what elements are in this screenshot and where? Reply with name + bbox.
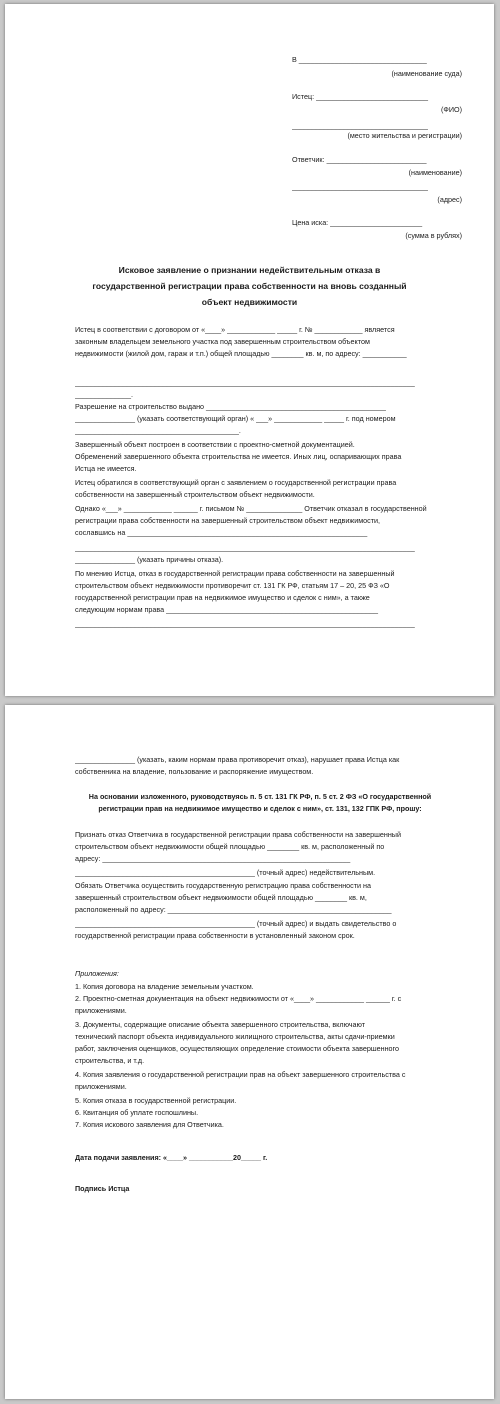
body-line: _________________________________________. [75, 426, 241, 435]
body-line: регистрации права собственности на завершенный строительством объект недвижимости, [75, 516, 381, 525]
body-line: Разрешение на строительство выдано _____________________________________________ [75, 402, 386, 411]
appendix-item: работ, заключения оценщиков, осуществляющих определение стоимости объекта завершенного [75, 1044, 399, 1053]
appendix-item: строительства, и т.д. [75, 1056, 145, 1065]
body-line: _______________ (указать соответствующий орган) « ___» ____________ _____ г. под номером [75, 414, 396, 423]
court-caption: (наименование суда) [391, 69, 462, 78]
plaintiff-caption: (ФИО) [440, 105, 462, 114]
request-line: завершенный строительством объект недвижимости общей площадью ________ кв. м, [75, 893, 367, 902]
body-line: Истца не имеется. [75, 464, 137, 473]
defendant-address-line: __________________________________ [292, 182, 428, 191]
basis-line: На основании изложенного, руководствуясь п. 5 ст. 131 ГК РФ, п. 5 ст. 2 ФЗ «О государственной [88, 792, 432, 801]
appendix-item: приложениями. [75, 1006, 127, 1015]
request-line: _____________________________________________ (точный адрес) и выдать свидетельство о [75, 919, 397, 928]
appendix-item: 1. Копия договора на владение земельным участком. [75, 982, 254, 991]
claim-value-line: Цена иска: _______________________ [292, 218, 423, 227]
request-line: Обязать Ответчика осуществить государственную регистрацию права собственности на [75, 881, 372, 890]
plaintiff-line: Истец: ____________________________ [292, 92, 429, 101]
appendix-item: 5. Копия отказа в государственной регистрации. [75, 1096, 237, 1105]
body-line: Обременений завершенного объекта строительства не имеется. Иных лиц, оспаривающих права [75, 452, 402, 461]
body-line: _____________________________________________________________________________________ [75, 619, 415, 628]
body-line: _____________________________________________________________________________________ [75, 543, 415, 552]
body-line: сославшись на ____________________________________________________________ [75, 528, 368, 537]
appendix-item: технический паспорт объекта индивидуального жилищного строительства, акты сдачи-приемки [75, 1032, 395, 1041]
appendix-item: 4. Копия заявления о государственной регистрации прав на объект завершенного строительства с [75, 1070, 406, 1079]
defendant-line: Ответчик: _________________________ [292, 155, 427, 164]
body-line: законным владельцем земельного участка под завершенным строительством объектом [75, 337, 370, 346]
document-title-line-2: государственной регистрации права собственности на вновь созданный [92, 281, 407, 291]
filing-date-line: Дата подачи заявления: «____» ___________20_____ г. [75, 1153, 268, 1162]
body-line: _____________________________________________________________________________________ [75, 378, 415, 387]
request-line: государственной регистрации права собственности в установленный законом срок. [75, 931, 355, 940]
appendix-item: 3. Документы, содержащие описание объекта завершенного строительства, включают [75, 1020, 366, 1029]
defendant-caption: (наименование) [408, 168, 462, 177]
appendix-item: 6. Квитанция об уплате госпошлины. [75, 1108, 199, 1117]
body-line: государственной регистрации прав на недвижимое имущество и сделок с ним», а также [75, 593, 370, 602]
request-line: расположенный по адресу: ________________________________________________________ [75, 905, 392, 914]
request-line: адресу: ______________________________________________________________ [75, 854, 351, 863]
intro-line: _______________ (указать, каким нормам права противоречит отказ), нарушает права Истца как [75, 755, 400, 764]
document-page-1 [5, 4, 494, 696]
body-line: недвижимости (жилой дом, гараж и т.п.) общей площадью ________ кв. м, по адресу: ___________ [75, 349, 407, 358]
address-line: __________________________________ [292, 121, 428, 130]
signature-line: Подпись Истца [75, 1184, 130, 1193]
body-line: следующим нормам права _____________________________________________________ [75, 605, 378, 614]
body-line: Однако «___» ____________ ______ г. письмом № ______________ Ответчик отказал в государственной [75, 504, 427, 513]
basis-line: регистрации прав на недвижимое имущество и сделок с ним», ст. 131, 132 ГПК РФ, прошу: [98, 804, 422, 813]
court-line: В ________________________________ [292, 55, 427, 64]
appendix-title: Приложения: [75, 969, 119, 978]
body-line: строительством объект недвижимости противоречит ст. 131 ГК РФ, статьям 17 – 20, 25 ФЗ «О [75, 581, 390, 590]
address-caption: (место жительства и регистрации) [347, 131, 462, 140]
body-line: ______________. [75, 390, 133, 399]
body-line: Завершенный объект построен в соответствии с проектно-сметной документацией. [75, 440, 355, 449]
body-line: Истец обратился в соответствующий орган с заявлением о государственной регистрации права [75, 478, 397, 487]
appendix-item: приложениями. [75, 1082, 127, 1091]
body-line: _______________ (указать причины отказа). [75, 555, 224, 564]
intro-line: собственника на владение, пользование и распоряжение имуществом. [75, 767, 314, 776]
document-title-line-1: Исковое заявление о признании недействительным отказа в [118, 265, 381, 275]
body-line: собственности на завершенный строительством объект недвижимости. [75, 490, 315, 499]
body-line: По мнению Истца, отказ в государственной регистрации права собственности на завершенный [75, 569, 395, 578]
claim-value-caption: (сумма в рублях) [405, 231, 462, 240]
body-line: Истец в соответствии с договором от «____» ____________ _____ г. № ____________ является [75, 325, 395, 334]
document-page-2 [5, 705, 494, 1399]
request-line: строительством объект недвижимости общей площадью ________ кв. м, расположенный по [75, 842, 385, 851]
defendant-address-caption: (адрес) [437, 195, 462, 204]
appendix-item: 7. Копия искового заявления для Ответчика. [75, 1120, 224, 1129]
request-line: _____________________________________________ (точный адрес) недействительным. [75, 868, 376, 877]
request-line: Признать отказ Ответчика в государственной регистрации права собственности на завершенный [75, 830, 401, 839]
document-title-line-3: объект недвижимости [201, 297, 298, 307]
appendix-item: 2. Проектно-сметная документация на объект недвижимости от «____» ____________ ______ г. с [75, 994, 402, 1003]
